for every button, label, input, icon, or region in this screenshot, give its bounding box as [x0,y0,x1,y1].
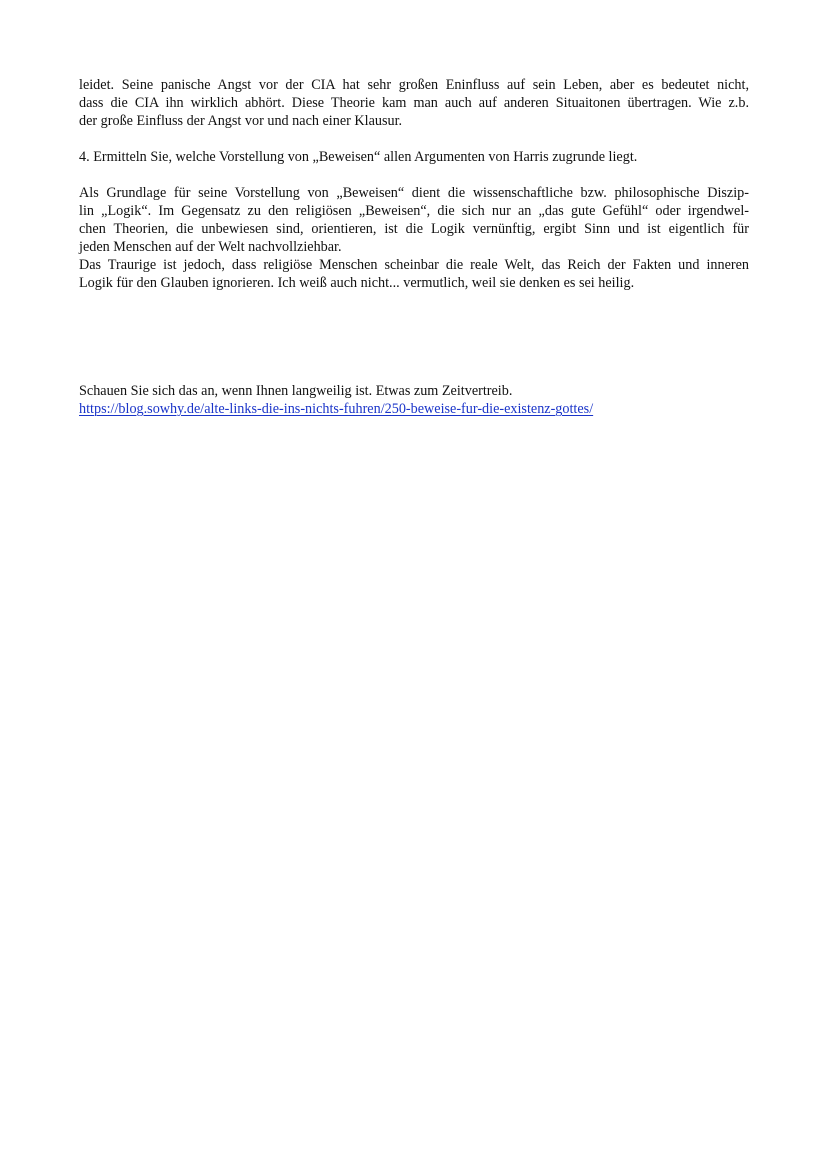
text-line: chen Theorien, die unbewiesen sind, orientieren, ist die Logik vernünftig, ergibt Sinn und ist eigentlich für [79,221,749,237]
link-line [79,400,749,418]
text-line: Das Traurige ist jedoch, dass religiöse Menschen scheinbar die reale Welt, das Reich der Fakten und inneren [79,257,749,273]
text-line: Als Grundlage für seine Vorstellung von „Beweisen“ dient die wissenschaftliche bzw. philosophische Diszip- [79,185,749,201]
text-line: dass die CIA ihn wirklich abhört. Diese Theorie kam man auch auf anderen Situaitonen übertragen. Wie z.b. [79,95,749,111]
text-line: der große Einfluss der Angst vor und nach einer Klausur. [79,113,403,129]
closing-paragraph [79,382,749,418]
paragraph-religious-people [79,256,749,292]
question-text: 4. Ermitteln Sie, welche Vorstellung von „Beweisen“ allen Argumenten von Harris zugrunde liegt. [79,149,638,165]
closing-text: Schauen Sie sich das an, wenn Ihnen langweilig ist. Etwas zum Zeitvertreib. [79,383,513,399]
text-line: lin „Logik“. Im Gegensatz zu den religiösen „Beweisen“, die sich nur an „das gute Gefühl“ oder irgendwel- [79,203,749,219]
document-body [79,76,749,418]
text-line: jeden Menschen auf der Welt nachvollziehbar. [79,239,342,255]
paragraph-cia-fear [79,76,749,130]
question-4 [79,148,749,166]
paragraph-logic [79,184,749,256]
text-line: Logik für den Glauben ignorieren. Ich weiß auch nicht... vermutlich, weil sie denken es sei heilig. [79,275,635,291]
text-line: leidet. Seine panische Angst vor der CIA hat sehr großen Eninfluss auf sein Leben, aber es bedeutet nicht, [79,77,749,93]
external-link[interactable]: https://blog.sowhy.de/alte-links-die-ins-nichts-fuhren/250-beweise-fur-die-existenz-gottes/ [79,401,594,417]
